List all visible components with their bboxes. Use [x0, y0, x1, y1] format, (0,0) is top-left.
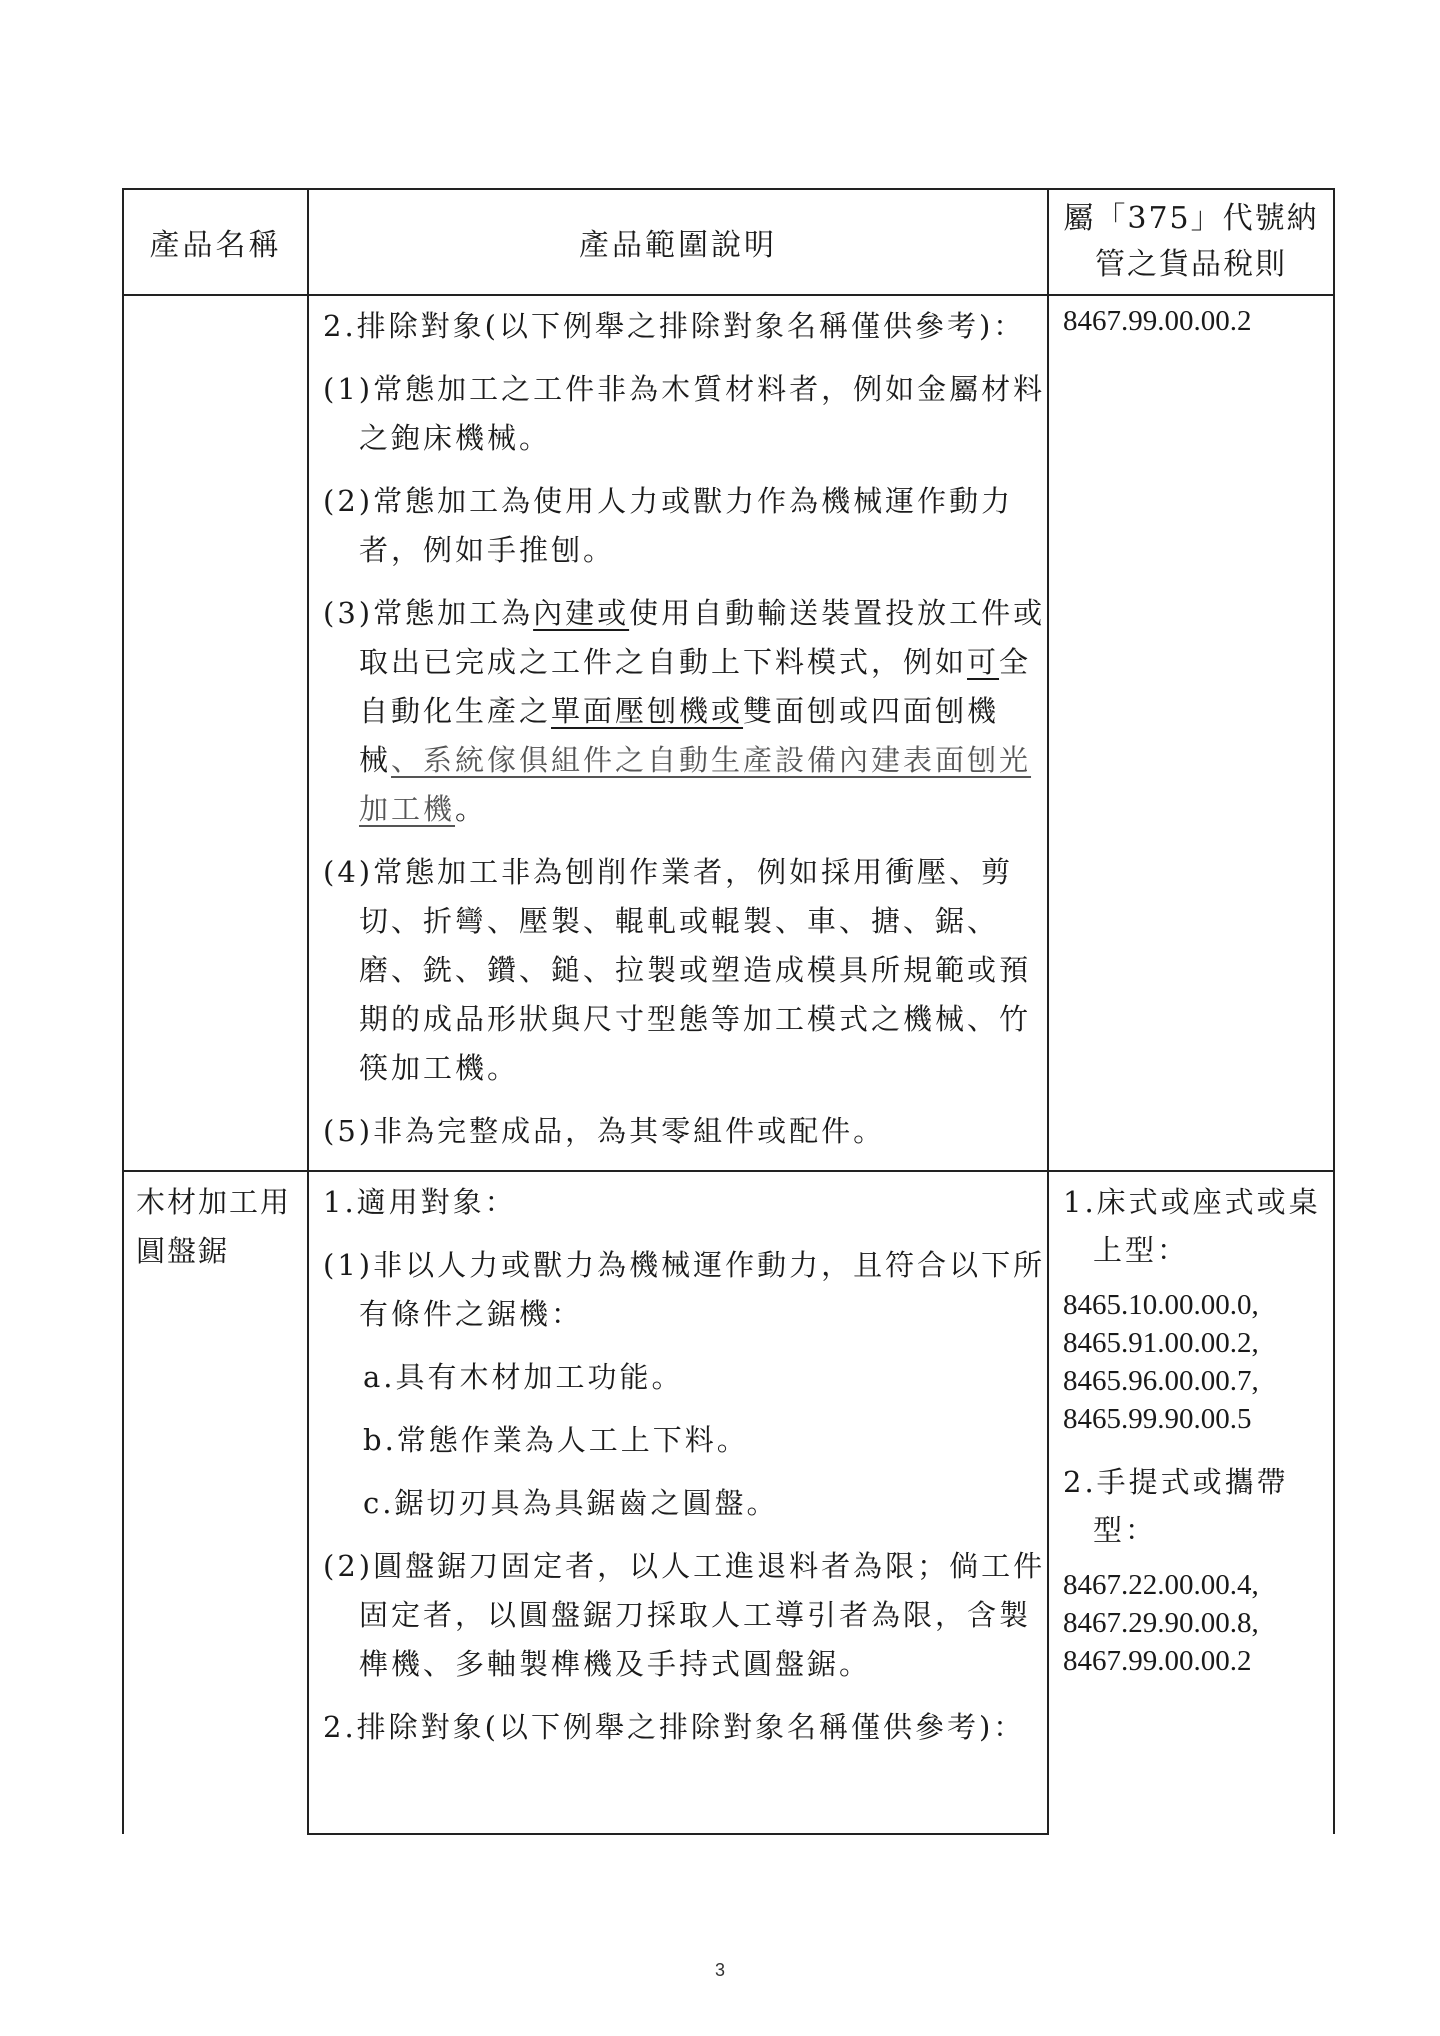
tariff-code: 8465.96.00.00.7,: [1063, 1365, 1259, 1397]
tariff-code-cell: [1048, 295, 1334, 1171]
exclusion-item-5: (5)非為完整成品，為其零組件或配件。: [323, 1114, 886, 1148]
tariff-code-cell: [1048, 1171, 1334, 1834]
table-header-row: [123, 189, 1334, 295]
underlined-text: 內建或: [533, 596, 630, 630]
exclusion-item-1: (1)常態加工之工件非為木質材料者，例如金屬材料之鉋床機械。: [323, 372, 1046, 455]
exclusion-heading: 2.排除對象(以下例舉之排除對象名稱僅供參考)：: [323, 309, 1026, 343]
tariff-code: 8467.99.00.00.2: [1063, 1645, 1252, 1677]
underlined-text: 單面壓刨機或: [551, 694, 744, 728]
table-row: [123, 1171, 1334, 1834]
header-product-name: 產品名稱: [123, 189, 308, 295]
scope-description-cell: [308, 1171, 1048, 1834]
tariff-code: 8465.91.00.00.2,: [1063, 1327, 1259, 1359]
applicable-item-2: (2)圓盤鋸刀固定者，以人工進退料者為限；倘工件固定者，以圓盤鋸刀採取人工導引者為限，含製榫機、多軸製榫機及手持式圓盤鋸。: [323, 1549, 1046, 1681]
text-span: 雙面刨或四面刨機械: [359, 694, 1000, 777]
product-name: [124, 296, 307, 302]
product-name: 木材加工用圓盤鋸: [136, 1185, 292, 1268]
text-span: 全自動化生產之: [359, 645, 1032, 728]
product-name-cell: [123, 1171, 308, 1834]
tariff-code: 8467.29.90.00.8,: [1063, 1607, 1259, 1639]
header-tariff-code: 屬「375」代號納管之貨品稅則: [1048, 189, 1334, 295]
header-scope-description: 產品範圍說明: [308, 189, 1048, 295]
product-scope-table: [122, 188, 1335, 1835]
exclusion-item-2: (2)常態加工為使用人力或獸力作為機械運作動力者，例如手推刨。: [323, 484, 1014, 567]
product-name-cell: [123, 295, 308, 1171]
tariff-code-group: [1063, 1286, 1327, 1438]
page-number: 3: [714, 1960, 725, 1980]
tariff-code: 8465.10.00.00.0,: [1063, 1289, 1259, 1321]
condition-a: a.具有木材加工功能。: [363, 1360, 684, 1394]
table-row: [123, 295, 1334, 1171]
tariff-code: 8467.22.00.00.4,: [1063, 1569, 1259, 1601]
applicable-heading: 1.適用對象：: [323, 1185, 517, 1219]
tariff-group-label: 2.手提式或攜帶型：: [1063, 1465, 1289, 1547]
condition-c: c.鋸切刃具為具鋸齒之圓盤。: [363, 1486, 779, 1520]
text-span: (3)常態加工為: [323, 596, 534, 630]
applicable-item-1: (1)非以人力或獸力為機械運作動力，且符合以下所有條件之鋸機：: [323, 1248, 1046, 1331]
condition-b: b.常態作業為人工上下料。: [363, 1423, 749, 1457]
tariff-group-label: 1.床式或座式或桌上型：: [1063, 1185, 1321, 1267]
tariff-code: 8465.99.90.00.5: [1063, 1403, 1252, 1435]
underlined-revision-text: 、系統傢俱組件之自動生產設備內建表面刨光加工機: [359, 743, 1032, 826]
text-span: 使用自動輸送裝置投放工件或取出已完成之工件之自動上下料模式，例如: [359, 596, 1046, 679]
underlined-text: 可: [967, 645, 1000, 679]
tariff-code-group: [1063, 1566, 1327, 1680]
text-span: 。: [455, 792, 488, 826]
exclusion-item-3: [323, 589, 1047, 834]
scope-description-cell: [308, 295, 1048, 1171]
exclusion-heading: 2.排除對象(以下例舉之排除對象名稱僅供參考)：: [323, 1710, 1026, 1744]
tariff-code: 8467.99.00.00.2: [1063, 305, 1252, 337]
exclusion-item-4: (4)常態加工非為刨削作業者，例如採用衝壓、剪切、折彎、壓製、輥軋或輥製、車、搪、鋸、磨、銑、鑽、鎚、拉製或塑造成模具所規範或預期的成品形狀與尺寸型態等加工模式之機械、竹筷加工機。: [323, 855, 1032, 1085]
